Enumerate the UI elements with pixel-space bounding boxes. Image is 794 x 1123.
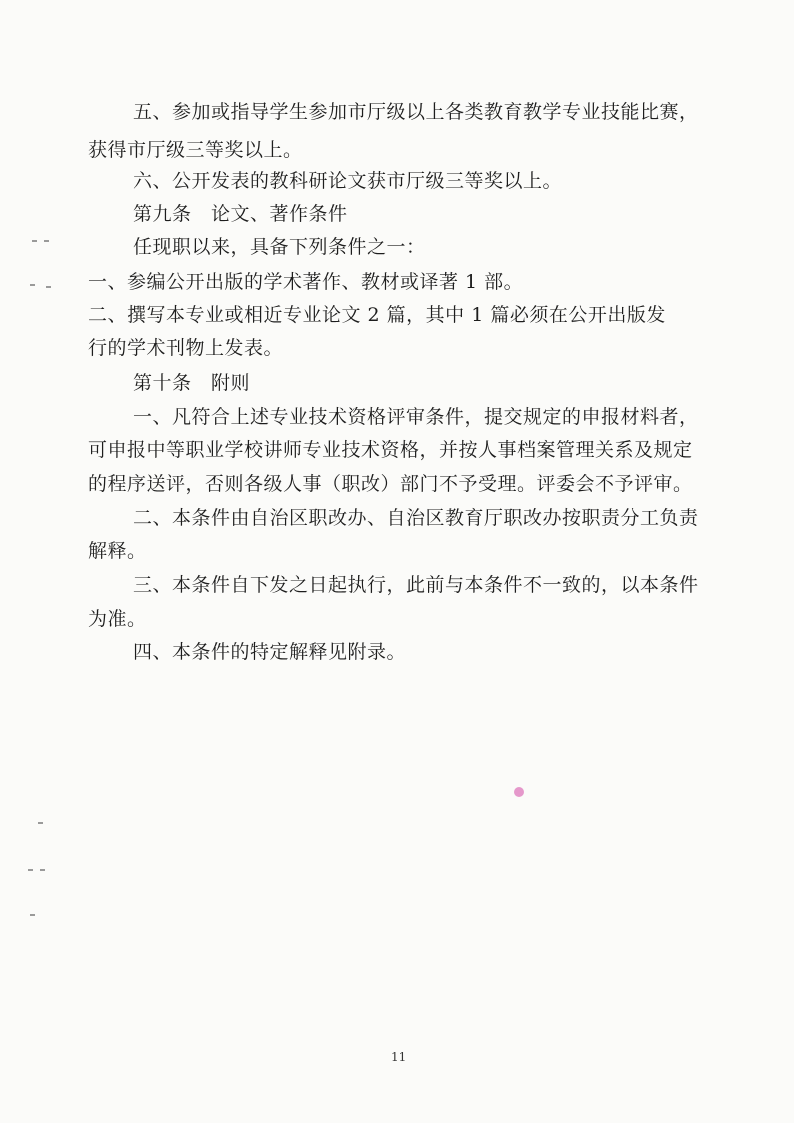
margin-mark xyxy=(32,240,37,242)
section-heading: 第九条 论文、著作条件 xyxy=(133,203,348,225)
paragraph-line: 五、参加或指导学生参加市厅级以上各类教育教学专业技能比赛， xyxy=(133,101,699,123)
margin-mark xyxy=(30,914,35,916)
paragraph-line: 六、公开发表的教科研论文获市厅级三等奖以上。 xyxy=(133,170,563,192)
paragraph-line: 任现职以来，具备下列条件之一： xyxy=(133,236,426,258)
paragraph-line: 可申报中等职业学校讲师专业技术资格，并按人事档案管理关系及规定 xyxy=(88,439,693,461)
margin-mark xyxy=(40,869,45,871)
paragraph-line: 的程序送评，否则各级人事（职改）部门不予受理。评委会不予评审。 xyxy=(88,473,693,495)
ink-spot xyxy=(514,787,524,797)
paragraph-line: 二、本条件由自治区职改办、自治区教育厅职改办按职责分工负责 xyxy=(133,507,699,529)
paragraph-line: 一、参编公开出版的学术著作、教材或译著 1 部。 xyxy=(88,271,524,293)
margin-mark xyxy=(44,240,49,242)
margin-mark xyxy=(46,286,51,288)
paragraph-line: 一、凡符合上述专业技术资格评审条件，提交规定的申报材料者， xyxy=(133,406,699,428)
page-number: 11 xyxy=(391,1050,407,1064)
section-heading: 第十条 附则 xyxy=(133,372,251,394)
paragraph-line: 为准。 xyxy=(88,608,147,630)
margin-mark xyxy=(38,822,43,824)
paragraph-line: 二、撰写本专业或相近专业论文 2 篇，其中 1 篇必须在公开出版发 xyxy=(88,304,666,326)
paragraph-line: 三、本条件自下发之日起执行，此前与本条件不一致的，以本条件 xyxy=(133,574,699,596)
paragraph-line: 获得市厅级三等奖以上。 xyxy=(88,139,303,161)
margin-mark xyxy=(28,869,33,871)
paragraph-line: 行的学术刊物上发表。 xyxy=(88,337,284,359)
margin-mark xyxy=(30,284,35,286)
paragraph-line: 四、本条件的特定解释见附录。 xyxy=(133,641,407,663)
paragraph-line: 解释。 xyxy=(88,540,147,562)
